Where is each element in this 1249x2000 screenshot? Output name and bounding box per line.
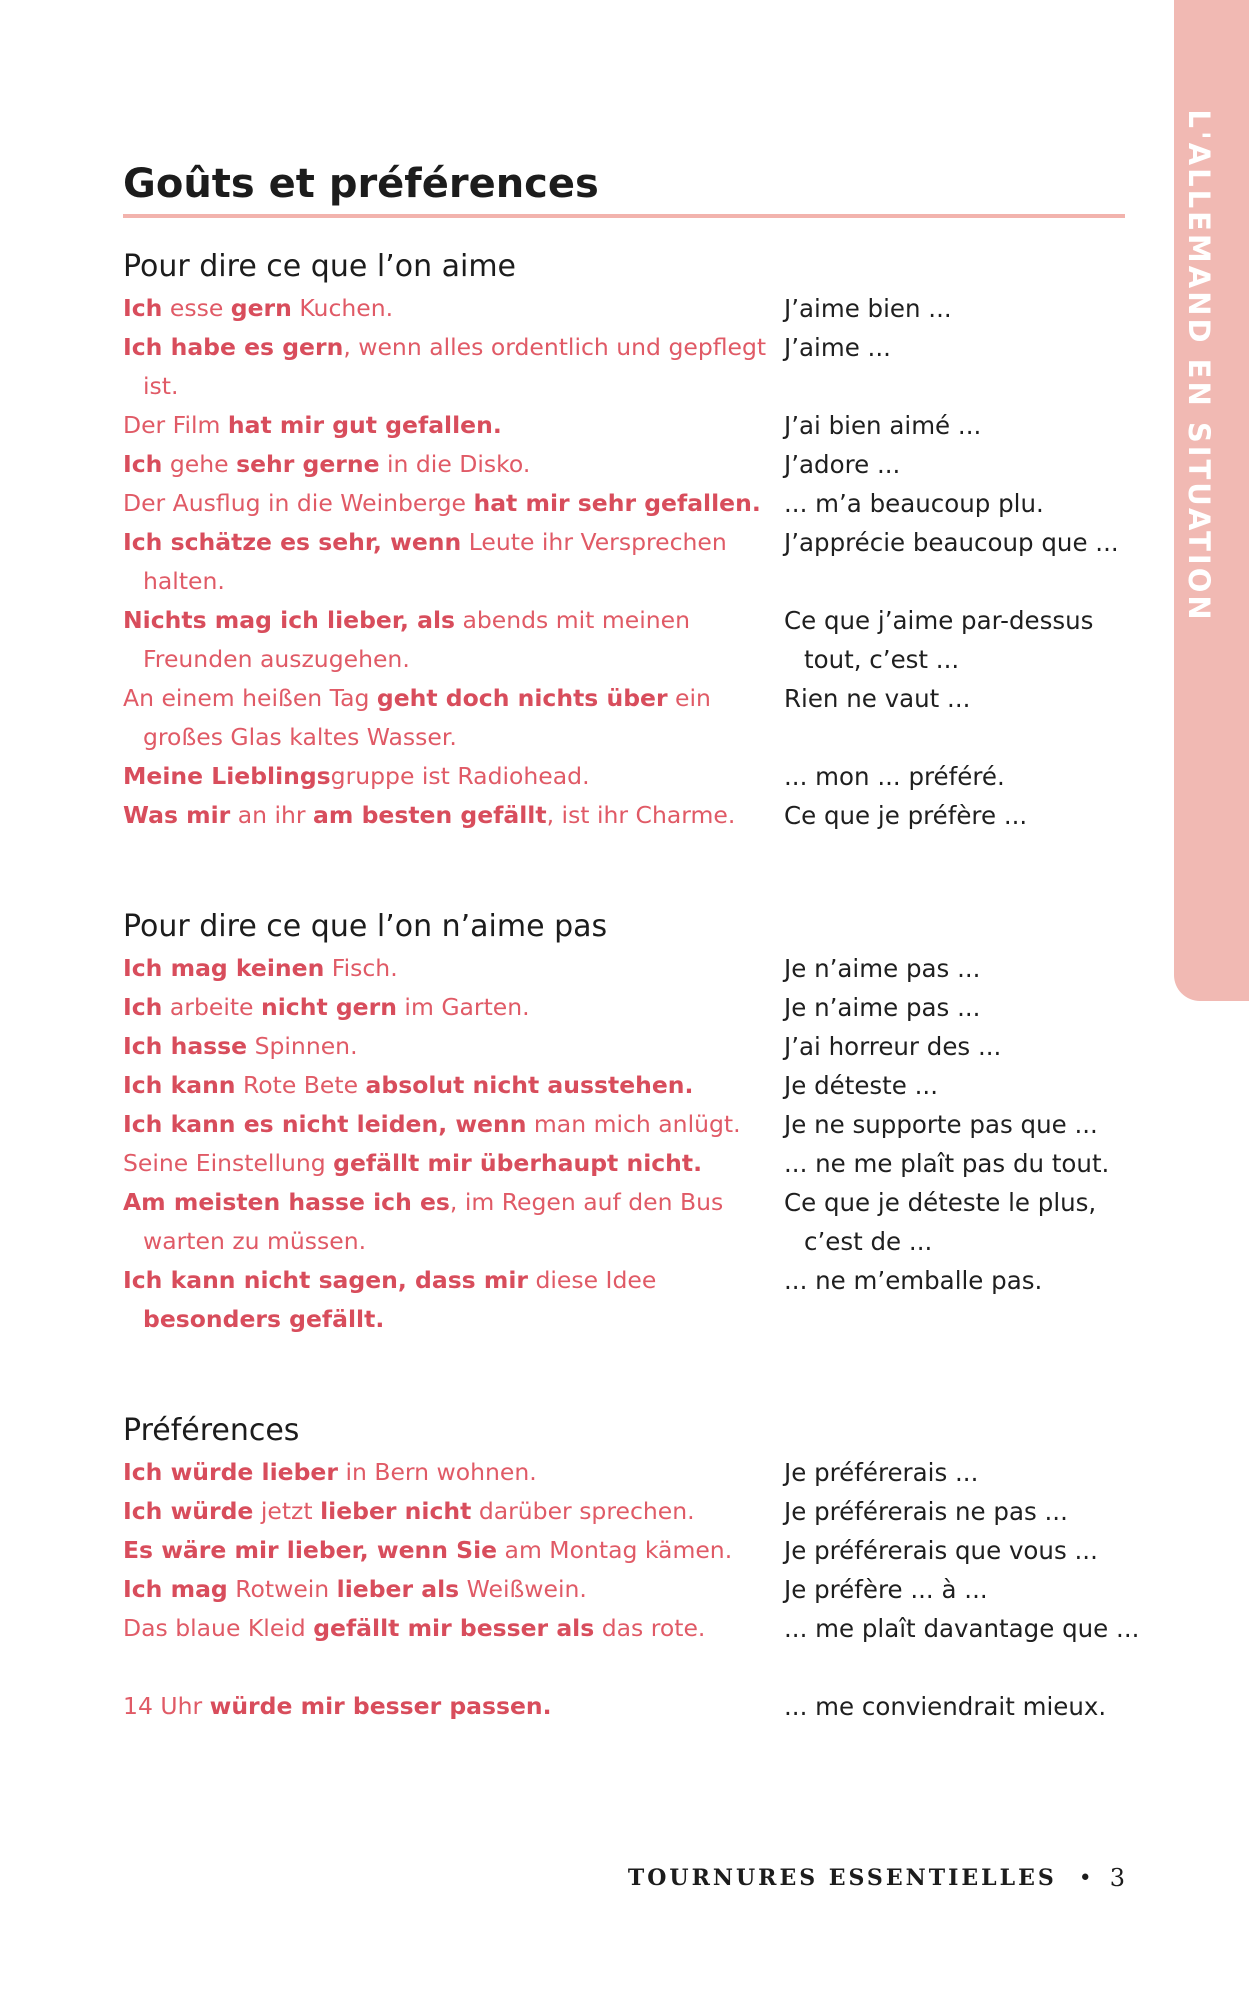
- title-rule: [123, 214, 1125, 218]
- page-footer: [628, 1862, 1125, 1894]
- french-translation: J’aime bien ...: [784, 294, 952, 323]
- example-text: , im Regen auf den Bus warten zu müssen.: [143, 1188, 724, 1255]
- french-translation: Je n’aime pas ...: [784, 954, 981, 983]
- footer-label: TOURNURES ESSENTIELLES: [627, 1865, 1057, 1891]
- example-text: , ist ihr Charme.: [546, 801, 736, 829]
- german-phrase: [123, 1453, 783, 1492]
- page-number: 3: [1109, 1864, 1125, 1892]
- example-text: das rote.: [594, 1614, 706, 1642]
- key-expression: Was mir: [123, 801, 231, 829]
- german-phrase: [123, 1105, 783, 1144]
- example-text: Der Ausflug in die Weinberge: [123, 489, 474, 517]
- german-phrase: [123, 1066, 783, 1105]
- french-translation: J’ai horreur des ...: [784, 1032, 1002, 1061]
- key-expression: Ich würde: [123, 1497, 254, 1525]
- example-text: darüber sprechen.: [471, 1497, 695, 1525]
- german-phrase: [123, 1492, 783, 1531]
- french-translation: J’apprécie beaucoup que ...: [784, 528, 1119, 557]
- key-expression: gern: [230, 294, 292, 322]
- example-text: ein großes Glas kaltes Wasser.: [143, 684, 711, 751]
- side-tab-label: L'ALLEMAND EN SITUATION: [1182, 109, 1216, 623]
- section-heading: Pour dire ce que l’on n’aime pas: [123, 909, 608, 944]
- french-translation: J’aime ...: [784, 333, 891, 362]
- key-expression: Ich schätze es sehr, wenn: [123, 528, 462, 556]
- french-translation: Ce que je préfère ...: [784, 801, 1028, 830]
- key-expression: geht doch nichts über: [376, 684, 668, 712]
- german-phrase: [123, 601, 783, 679]
- french-translation: Je ne supporte pas que ...: [784, 1110, 1098, 1139]
- key-expression: Ich: [123, 450, 163, 478]
- page-title: Goûts et préférences: [123, 161, 599, 207]
- key-expression: Ich kann: [123, 1071, 236, 1099]
- key-expression: besonders gefällt.: [143, 1305, 385, 1333]
- example-text: gehe: [162, 450, 237, 478]
- example-text: jetzt: [253, 1497, 321, 1525]
- example-text: Spinnen.: [247, 1032, 358, 1060]
- key-expression: hat mir gut gefallen.: [227, 411, 502, 439]
- key-expression: absolut nicht ausstehen.: [365, 1071, 694, 1099]
- french-translation: Ce que je déteste le plus, c’est de ...: [784, 1188, 1097, 1256]
- example-text: arbeite: [162, 993, 261, 1021]
- german-phrase: [123, 328, 783, 406]
- key-expression: Meine Lieblings: [123, 762, 331, 790]
- german-phrase: [123, 1687, 783, 1726]
- german-phrase: [123, 1144, 783, 1183]
- key-expression: Ich: [123, 993, 163, 1021]
- key-expression: Es wäre mir lieber, wenn Sie: [123, 1536, 498, 1564]
- french-translation: ... ne me plaît pas du tout.: [784, 1149, 1110, 1178]
- example-text: Weißwein.: [459, 1575, 587, 1603]
- key-expression: Ich würde lieber: [123, 1458, 338, 1486]
- key-expression: nicht gern: [261, 993, 397, 1021]
- french-translation: ... me plaît davantage que ...: [784, 1614, 1140, 1643]
- key-expression: Ich kann nicht sagen, dass mir: [123, 1266, 528, 1294]
- example-text: abends mit meinen Freunden auszugehen.: [143, 606, 690, 673]
- german-phrase: [123, 406, 783, 445]
- key-expression: Ich hasse: [123, 1032, 248, 1060]
- section-heading: Préférences: [123, 1413, 300, 1448]
- german-phrase: [123, 1183, 783, 1261]
- german-phrase: [123, 796, 783, 835]
- french-translation: Rien ne vaut ...: [784, 684, 971, 713]
- example-text: Kuchen.: [291, 294, 394, 322]
- french-translation: ... mon ... préféré.: [784, 762, 1005, 791]
- example-text: Der Film: [123, 411, 228, 439]
- key-expression: Ich habe es gern: [123, 333, 344, 361]
- example-text: diese Idee: [528, 1266, 657, 1294]
- key-expression: würde mir besser passen.: [209, 1692, 552, 1720]
- german-phrase: [123, 289, 783, 328]
- example-text: man mich anlügt.: [526, 1110, 741, 1138]
- german-phrase: [123, 757, 783, 796]
- example-text: gruppe ist Radiohead.: [330, 762, 590, 790]
- example-text: An einem heißen Tag: [123, 684, 377, 712]
- key-expression: sehr gerne: [236, 450, 380, 478]
- example-text: Rote Bete: [235, 1071, 366, 1099]
- german-phrase: [123, 1570, 783, 1609]
- key-expression: Ich kann es nicht leiden, wenn: [123, 1110, 527, 1138]
- key-expression: gefällt mir besser als: [313, 1614, 595, 1642]
- example-text: Leute ihr Versprechen halten.: [143, 528, 727, 595]
- french-translation: J’ai bien aimé ...: [784, 411, 982, 440]
- key-expression: lieber nicht: [320, 1497, 472, 1525]
- french-translation: ... m’a beaucoup plu.: [784, 489, 1044, 518]
- key-expression: Am meisten hasse ich es: [123, 1188, 450, 1216]
- german-phrase: [123, 1609, 783, 1648]
- key-expression: Ich: [123, 294, 163, 322]
- key-expression: Ich mag: [123, 1575, 228, 1603]
- german-phrase: [123, 679, 783, 757]
- french-translation: J’adore ...: [784, 450, 901, 479]
- example-text: 14 Uhr: [123, 1692, 210, 1720]
- example-text: in Bern wohnen.: [337, 1458, 537, 1486]
- german-phrase: [123, 1027, 783, 1066]
- german-phrase: [123, 445, 783, 484]
- example-text: in die Disko.: [379, 450, 531, 478]
- key-expression: gefällt mir überhaupt nicht.: [333, 1149, 703, 1177]
- german-phrase: [123, 523, 783, 601]
- french-translation: Je préférerais ...: [784, 1458, 979, 1487]
- example-text: Rotwein: [227, 1575, 337, 1603]
- example-text: Fisch.: [324, 954, 398, 982]
- key-expression: lieber als: [336, 1575, 460, 1603]
- example-text: Das blaue Kleid: [123, 1614, 314, 1642]
- section-heading: Pour dire ce que l’on aime: [123, 249, 517, 284]
- key-expression: Nichts mag ich lieber, als: [123, 606, 455, 634]
- french-translation: Je déteste ...: [784, 1071, 938, 1100]
- french-translation: Je préférerais que vous ...: [784, 1536, 1098, 1565]
- french-translation: Ce que j’aime par-dessus tout, c’est ...: [784, 606, 1094, 674]
- example-text: am Montag kämen.: [497, 1536, 733, 1564]
- key-expression: hat mir sehr gefallen.: [473, 489, 761, 517]
- french-translation: Je préférerais ne pas ...: [784, 1497, 1068, 1526]
- example-text: im Garten.: [396, 993, 530, 1021]
- german-phrase: [123, 949, 783, 988]
- key-expression: am besten gefällt: [313, 801, 547, 829]
- example-text: esse: [162, 294, 231, 322]
- french-translation: Je préfère ... à ...: [784, 1575, 988, 1604]
- key-expression: Ich mag keinen: [123, 954, 325, 982]
- french-translation: ... ne m’emballe pas.: [784, 1266, 1043, 1295]
- french-translation: Je n’aime pas ...: [784, 993, 981, 1022]
- footer-bullet: •: [1078, 1865, 1092, 1891]
- example-text: an ihr: [230, 801, 314, 829]
- german-phrase: [123, 1531, 783, 1570]
- example-text: Seine Einstellung: [123, 1149, 334, 1177]
- german-phrase: [123, 988, 783, 1027]
- example-text: , wenn alles ordentlich und gepflegt ist.: [143, 333, 767, 400]
- german-phrase: [123, 1261, 783, 1339]
- french-translation: ... me conviendrait mieux.: [784, 1692, 1107, 1721]
- german-phrase: [123, 484, 783, 523]
